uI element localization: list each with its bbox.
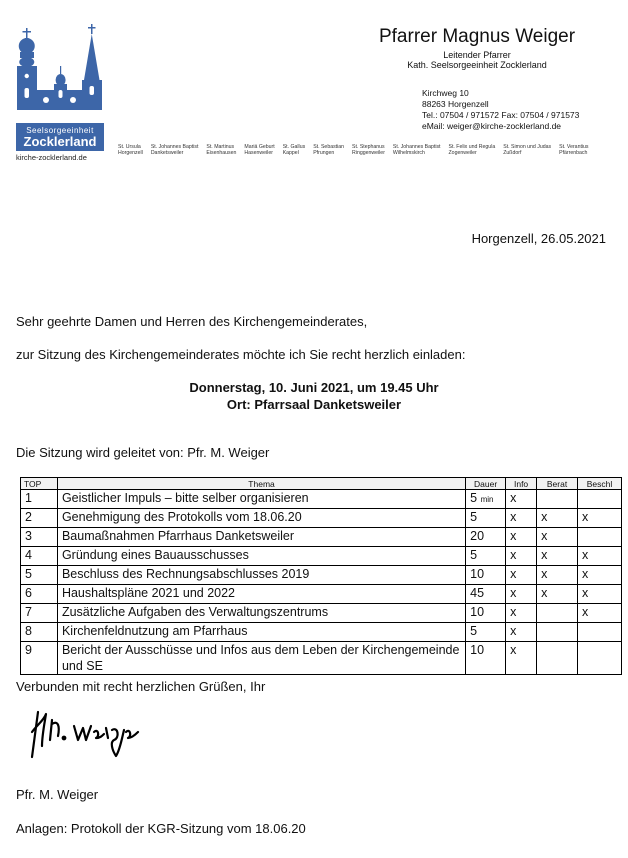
letterhead-sender bbox=[362, 26, 592, 70]
parish-item: St. Sebastian Pfrungen bbox=[313, 144, 345, 156]
agenda-top-cell-text: 5 bbox=[25, 567, 32, 581]
agenda-info-cell bbox=[506, 585, 537, 604]
logo-url: kirche-zocklerland.de bbox=[16, 153, 87, 162]
agenda-top-cell bbox=[21, 566, 58, 585]
agenda-topic-cell-text: Beschluss des Rechnungsabschlusses 2019 bbox=[61, 567, 310, 581]
agenda-header-row bbox=[21, 478, 622, 490]
agenda-beschl-cell-text: x bbox=[582, 567, 589, 581]
agenda-duration-cell-text: 5 bbox=[470, 491, 478, 505]
agenda-top-cell bbox=[21, 509, 58, 528]
agenda-duration-cell bbox=[466, 490, 506, 509]
address-city: 88263 Horgenzell bbox=[422, 99, 489, 109]
agenda-top-cell bbox=[21, 642, 58, 675]
agenda-berat-cell-text: x bbox=[541, 586, 548, 600]
handwritten-signature bbox=[28, 702, 148, 767]
agenda-duration-cell-text: 10 bbox=[470, 567, 485, 581]
agenda-berat-cell bbox=[537, 585, 578, 604]
agenda-duration-cell-text: 5 bbox=[470, 624, 478, 638]
agenda-info-cell-text: x bbox=[510, 491, 517, 505]
agenda-duration-cell bbox=[466, 528, 506, 547]
agenda-topic-cell bbox=[57, 623, 465, 642]
parish-item: St. Simon und Judas Zußdorf bbox=[503, 144, 552, 156]
agenda-top-cell-text: 9 bbox=[25, 643, 32, 657]
agenda-topic-cell-text: Gründung eines Bauausschusses bbox=[61, 548, 249, 562]
agenda-beschl-cell bbox=[578, 547, 622, 566]
agenda-duration-cell bbox=[466, 566, 506, 585]
agenda-berat-cell-text: x bbox=[541, 548, 548, 562]
sender-name: Pfarrer Magnus Weiger bbox=[378, 26, 576, 47]
meeting-datetime: Donnerstag, 10. Juni 2021, um 19.45 Uhr bbox=[189, 380, 439, 395]
agenda-info-cell-text: x bbox=[510, 548, 517, 562]
agenda-beschl-cell bbox=[578, 604, 622, 623]
agenda-beschl-cell-text: x bbox=[582, 548, 589, 562]
agenda-top-cell bbox=[21, 623, 58, 642]
agenda-top-cell-text: 6 bbox=[25, 586, 32, 600]
agenda-berat-cell-text: x bbox=[541, 529, 548, 543]
agenda-berat-cell bbox=[537, 509, 578, 528]
agenda-berat-cell bbox=[537, 528, 578, 547]
agenda-row bbox=[21, 528, 622, 547]
agenda-info-cell bbox=[506, 490, 537, 509]
agenda-topic-cell bbox=[57, 585, 465, 604]
agenda-duration-cell bbox=[466, 509, 506, 528]
agenda-info-cell bbox=[506, 528, 537, 547]
agenda-info-cell bbox=[506, 509, 537, 528]
agenda-duration-cell-text: 5 bbox=[470, 548, 478, 562]
agenda-topic-cell bbox=[57, 528, 465, 547]
sender-address bbox=[422, 88, 579, 132]
agenda-row bbox=[21, 642, 622, 675]
agenda-topic-cell bbox=[57, 490, 465, 509]
agenda-beschl-cell bbox=[578, 528, 622, 547]
agenda-top-cell-text: 2 bbox=[25, 510, 32, 524]
parish-item: St. Felix und Regula Zogenweiler bbox=[448, 144, 496, 156]
meeting-location: Ort: Pfarrsaal Danketsweiler bbox=[226, 397, 402, 412]
agenda-topic-cell-text: Bericht der Ausschüsse und Infos aus dem Leben der Kirchengemeinde und SE bbox=[61, 643, 460, 673]
parish-item: Mariä Geburt Hasenweiler bbox=[244, 144, 275, 156]
letter-date: Horgenzell, 26.05.2021 bbox=[471, 231, 606, 246]
agenda-berat-cell bbox=[537, 623, 578, 642]
header-dauer: Dauer bbox=[466, 478, 506, 490]
agenda-info-cell-text: x bbox=[510, 510, 517, 524]
agenda-top-cell bbox=[21, 547, 58, 566]
parish-item: St. Ursula Horgenzell bbox=[118, 144, 143, 156]
agenda-info-cell bbox=[506, 604, 537, 623]
agenda-beschl-cell-text: x bbox=[582, 605, 589, 619]
agenda-info-cell bbox=[506, 566, 537, 585]
agenda-info-cell bbox=[506, 642, 537, 675]
agenda-topic-cell-text: Kirchenfeldnutzung am Pfarrhaus bbox=[61, 624, 248, 638]
agenda-info-cell-text: x bbox=[510, 624, 517, 638]
agenda-top-cell bbox=[21, 490, 58, 509]
chair-line: Die Sitzung wird geleitet von: Pfr. M. Weiger bbox=[16, 445, 270, 460]
agenda-beschl-cell bbox=[578, 509, 622, 528]
agenda-row bbox=[21, 509, 622, 528]
sender-role: Leitender Pfarrer bbox=[443, 50, 511, 60]
closing-line: Verbunden mit recht herzlichen Grüßen, Ihr bbox=[16, 679, 266, 694]
agenda-top-cell bbox=[21, 528, 58, 547]
address-email: eMail: weiger@kirche-zocklerland.de bbox=[422, 121, 562, 131]
agenda-beschl-cell bbox=[578, 623, 622, 642]
agenda-duration-cell-text: 5 bbox=[470, 510, 478, 524]
header-thema: Thema bbox=[57, 478, 465, 490]
agenda-topic-cell-text: Genehmigung des Protokolls vom 18.06.20 bbox=[61, 510, 302, 524]
agenda-topic-cell bbox=[57, 509, 465, 528]
agenda-top-cell-text: 1 bbox=[25, 491, 32, 505]
agenda-row bbox=[21, 547, 622, 566]
parish-item: St. Johannes Baptist Wilhelmskirch bbox=[392, 144, 441, 156]
agenda-topic-cell bbox=[57, 566, 465, 585]
logo-text-top: Seelsorgeeinheit bbox=[26, 126, 94, 135]
agenda-duration-cell-text: 10 bbox=[470, 643, 485, 657]
agenda-topic-cell bbox=[57, 604, 465, 623]
agenda-top-cell bbox=[21, 604, 58, 623]
agenda-info-cell-text: x bbox=[510, 605, 517, 619]
agenda-berat-cell bbox=[537, 604, 578, 623]
parish-item: St. Stephanus Ringgenweiler bbox=[352, 144, 385, 156]
agenda-berat-cell bbox=[537, 642, 578, 675]
agenda-top-cell bbox=[21, 585, 58, 604]
meeting-details bbox=[0, 379, 628, 413]
agenda-topic-cell-text: Geistlicher Impuls – bitte selber organisieren bbox=[61, 491, 309, 505]
agenda-beschl-cell bbox=[578, 642, 622, 675]
agenda-topic-cell-text: Haushaltspläne 2021 und 2022 bbox=[61, 586, 236, 600]
agenda-berat-cell-text: x bbox=[541, 567, 548, 581]
signer-name: Pfr. M. Weiger bbox=[16, 787, 99, 802]
agenda-duration-cell bbox=[466, 604, 506, 623]
agenda-berat-cell-text: x bbox=[541, 510, 548, 524]
agenda-row bbox=[21, 585, 622, 604]
parish-item: St. Verantius Pfärrenbach bbox=[559, 144, 589, 156]
agenda-top-cell-text: 8 bbox=[25, 624, 32, 638]
agenda-berat-cell bbox=[537, 490, 578, 509]
parish-item: St. Gallus Kappel bbox=[282, 144, 306, 156]
agenda-duration-cell bbox=[466, 642, 506, 675]
agenda-info-cell bbox=[506, 623, 537, 642]
address-street: Kirchweg 10 bbox=[422, 88, 469, 98]
agenda-duration-cell bbox=[466, 585, 506, 604]
logo-text-bottom: Zocklerland bbox=[23, 134, 97, 149]
attachments-line: Anlagen: Protokoll der KGR-Sitzung vom 18.06.20 bbox=[16, 821, 306, 836]
agenda-topic-cell-text: Baumaßnahmen Pfarrhaus Danketsweiler bbox=[61, 529, 295, 543]
header-info: Info bbox=[506, 478, 537, 490]
agenda-beschl-cell bbox=[578, 585, 622, 604]
agenda-duration-cell-text: 10 bbox=[470, 605, 485, 619]
parish-logo bbox=[16, 24, 108, 162]
agenda-top-cell-text: 7 bbox=[25, 605, 32, 619]
agenda-topic-cell bbox=[57, 547, 465, 566]
agenda-berat-cell bbox=[537, 547, 578, 566]
agenda-top-cell-text: 3 bbox=[25, 529, 32, 543]
agenda-info-cell-text: x bbox=[510, 586, 517, 600]
agenda-info-cell bbox=[506, 547, 537, 566]
agenda-info-cell-text: x bbox=[510, 567, 517, 581]
agenda-beschl-cell bbox=[578, 490, 622, 509]
agenda-berat-cell bbox=[537, 566, 578, 585]
agenda-top-cell-text: 4 bbox=[25, 548, 32, 562]
agenda-duration-cell-text: 20 bbox=[470, 529, 485, 543]
agenda-topic-cell-text: Zusätzliche Aufgaben des Verwaltungszentrums bbox=[61, 605, 329, 619]
header-beschl: Beschl bbox=[578, 478, 622, 490]
agenda-topic-cell bbox=[57, 642, 465, 675]
agenda-row bbox=[21, 566, 622, 585]
address-phone: Tel.: 07504 / 971572 Fax: 07504 / 971573 bbox=[422, 110, 580, 120]
agenda-beschl-cell-text: x bbox=[582, 510, 589, 524]
agenda-info-cell-text: x bbox=[510, 529, 517, 543]
salutation: Sehr geehrte Damen und Herren des Kirchengemeinderates, bbox=[16, 314, 368, 329]
parish-item: St. Johannes Baptist Danketsweiler bbox=[150, 144, 199, 156]
parish-list bbox=[118, 144, 618, 156]
logo-banner bbox=[16, 123, 104, 151]
duration-unit: min bbox=[480, 495, 494, 504]
agenda-row bbox=[21, 623, 622, 642]
invitation-text: zur Sitzung des Kirchengemeinderates möchte ich Sie recht herzlich einladen: bbox=[16, 347, 466, 362]
agenda-duration-cell-text: 45 bbox=[470, 586, 485, 600]
agenda-info-cell-text: x bbox=[510, 643, 517, 657]
header-top: TOP bbox=[21, 478, 58, 490]
header-berat: Berat bbox=[537, 478, 578, 490]
agenda-duration-cell bbox=[466, 547, 506, 566]
agenda-beschl-cell-text: x bbox=[582, 586, 589, 600]
parish-item: St. Martinus Eisenhausen bbox=[206, 144, 237, 156]
agenda-duration-cell bbox=[466, 623, 506, 642]
agenda-table bbox=[20, 477, 622, 675]
agenda-row bbox=[21, 604, 622, 623]
church-towers-logo-icon bbox=[16, 24, 106, 122]
agenda-row bbox=[21, 490, 622, 509]
agenda-beschl-cell bbox=[578, 566, 622, 585]
sender-unit: Kath. Seelsorgeeinheit Zocklerland bbox=[407, 60, 547, 70]
